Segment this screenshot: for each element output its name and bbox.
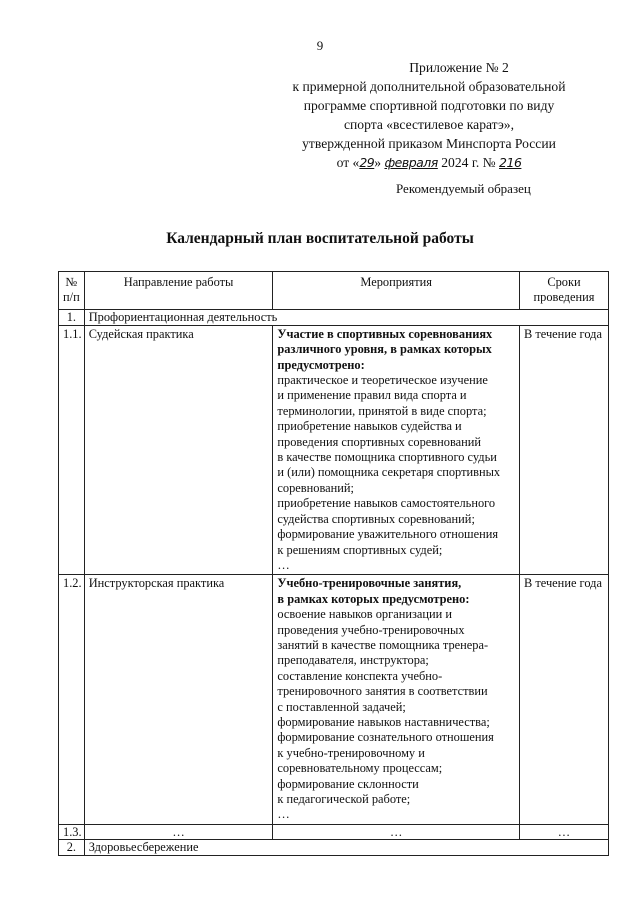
activity-line: … <box>277 557 290 572</box>
page-number: 9 <box>316 38 324 53</box>
activity-heading-line: в рамках которых предусмотрено: <box>277 591 470 606</box>
section-2-title: Здоровьесбережение <box>84 839 608 855</box>
activity-line: … <box>277 807 290 822</box>
appendix-line-2: программе спортивной подготовки по виду <box>303 98 555 113</box>
appendix-title: Приложение № 2 <box>409 60 509 75</box>
activity-heading-line: Участие в спортивных соревнованиях <box>277 326 493 341</box>
row-1-1-direction: Судейская практика <box>84 325 273 575</box>
activity-line: терминологии, принятой в виде спорта; <box>277 403 487 418</box>
activity-line: проведения спортивных соревнований <box>277 434 482 449</box>
table-row <box>59 325 609 575</box>
header-num: № п/п <box>59 272 85 310</box>
appendix-date-line <box>264 153 594 172</box>
appendix-line-1: к примерной дополнительной образовательной <box>292 79 566 94</box>
row-1-3-terms: … <box>519 824 608 839</box>
activity-line: к решениям спортивных судей; <box>277 542 443 557</box>
activity-line: освоение навыков организации и <box>277 607 452 622</box>
activity-line: формирование сознательного отношения <box>277 730 494 745</box>
activity-line: в качестве помощника спортивного судьи <box>277 450 497 465</box>
activity-heading-line: Учебно-тренировочные занятия, <box>277 576 462 591</box>
row-1-2-terms: В течение года <box>519 575 608 825</box>
activity-line: и применение правил вида спорта и <box>277 388 467 403</box>
row-1-2-activities <box>273 575 520 825</box>
activity-heading-line: предусмотрено: <box>277 357 365 372</box>
activity-line: приобретение навыков судейства и <box>277 419 462 434</box>
activity-line: к педагогической работе; <box>277 792 411 806</box>
activity-line: формирование склонности <box>277 776 419 791</box>
row-1-3-num: 1.3. <box>59 824 85 839</box>
activity-line: и (или) помощника секретаря спортивных <box>277 465 501 480</box>
row-1-2-direction: Инструкторская практика <box>84 575 273 825</box>
date-month-handwritten: февраля <box>384 155 438 170</box>
appendix-header <box>264 58 594 172</box>
activity-line: соревнований; <box>277 480 354 495</box>
row-1-1-activities <box>273 325 520 575</box>
activity-line: формирование уважительного отношения <box>277 527 499 542</box>
section-1-title: Профориентационная деятельность <box>84 309 608 325</box>
plan-table <box>58 271 609 856</box>
activity-line: тренировочного занятия в соответствии <box>277 684 488 699</box>
activity-line: практическое и теоретическое изучение <box>277 373 488 388</box>
date-mid: » <box>374 155 382 170</box>
row-1-3-direction: … <box>84 824 273 839</box>
appendix-line-3: спорта «всестилевое каратэ», <box>344 117 514 132</box>
table-row <box>59 824 609 839</box>
section-row-1 <box>59 309 609 325</box>
order-number-handwritten: 216 <box>499 155 522 170</box>
section-1-num: 1. <box>59 309 85 325</box>
row-1-1-num: 1.1. <box>59 325 85 575</box>
row-1-1-terms: В течение года <box>519 325 608 575</box>
activity-line: преподавателя, инструктора; <box>277 653 429 668</box>
row-1-2-num: 1.2. <box>59 575 85 825</box>
section-row-2 <box>59 839 609 855</box>
document-title: Календарный план воспитательной работы <box>166 230 474 247</box>
sample-label: Рекомендуемый образец <box>396 181 531 196</box>
table-header-row <box>59 272 609 310</box>
activity-line: формирование навыков наставничества; <box>277 714 490 729</box>
header-direction: Направление работы <box>84 272 273 310</box>
activity-heading-line: различного уровня, в рамках которых <box>277 342 492 357</box>
table-row <box>59 575 609 825</box>
appendix-line-4: утвержденной приказом Минспорта России <box>302 136 556 151</box>
activity-line: составление конспекта учебно- <box>277 668 443 683</box>
header-terms: Сроки проведения <box>519 272 608 310</box>
date-year: 2024 г. № <box>441 155 496 170</box>
activity-line: проведения учебно-тренировочных <box>277 622 465 637</box>
date-prefix: от « <box>336 155 360 170</box>
section-2-num: 2. <box>59 839 85 855</box>
row-1-3-activities: … <box>273 824 520 839</box>
header-activities: Мероприятия <box>273 272 520 310</box>
date-day-handwritten: 29 <box>359 155 375 170</box>
activity-line: занятий в качестве помощника тренера- <box>277 637 489 652</box>
activity-line: судейства спортивных соревнований; <box>277 511 475 526</box>
activity-line: с поставленной задачей; <box>277 699 406 714</box>
activity-line: приобретение навыков самостоятельного <box>277 496 496 511</box>
activity-line: к учебно-тренировочному и <box>277 745 425 760</box>
activity-line: соревновательному процессам; <box>277 761 443 776</box>
